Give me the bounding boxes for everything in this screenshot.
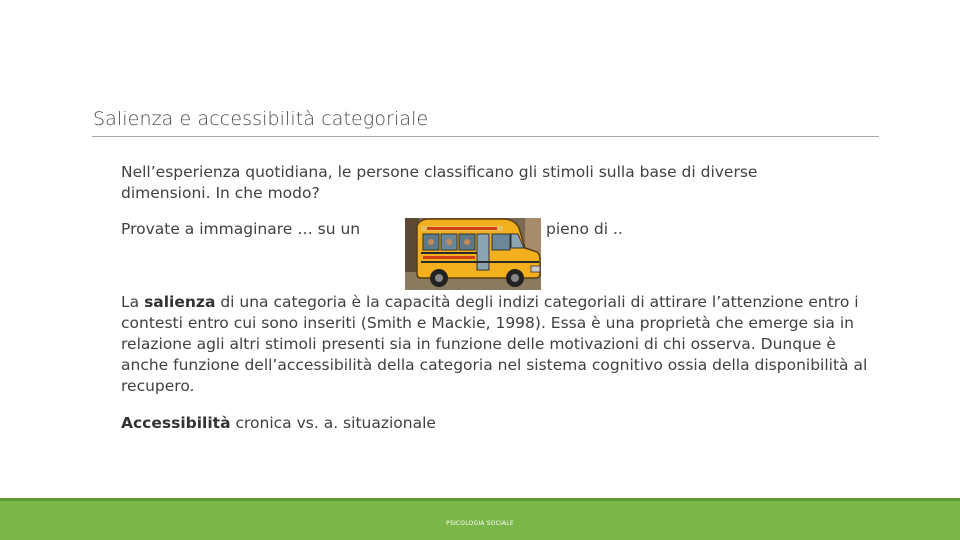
intro-paragraph: Nell’esperienza quotidiana, le persone classificano gli stimoli sulla base di diverse dimensioni. In che modo?	[121, 163, 758, 202]
title-divider	[92, 136, 879, 137]
accessibility-keyword: Accessibilità	[121, 414, 231, 432]
footer-label: PSICOLOGIA SOCIALE	[446, 520, 514, 527]
salience-prefix: La	[121, 293, 145, 311]
salience-definition: di una categoria è la capacità degli indizi categoriali di attirare l’attenzione entro i contesti entro cui sono inseriti (Smith e Mackie, 1998). Essa è una proprietà che emerge sia in relazione agli altri stimoli presenti sia in funzione delle motivazioni di chi osserva. Dunque è anche funzione dell’accessibilità della categoria nel sistema cognitivo ossia della disponibilità al recupero.	[121, 293, 868, 395]
salience-keyword: salienza	[144, 293, 216, 311]
footer-accent	[0, 498, 960, 501]
accessibility-rest: cronica vs. a. situazionale	[230, 414, 436, 432]
imagine-text: Provate a immaginare … su un	[121, 220, 361, 238]
full-of-text: pieno di ..	[546, 220, 623, 238]
footer-bar	[0, 498, 960, 540]
school-bus-icon	[405, 212, 541, 290]
slide-title: Salienza e accessibilità categoriale	[93, 108, 429, 130]
accessibility-line	[121, 413, 436, 434]
salience-paragraph	[121, 292, 881, 397]
